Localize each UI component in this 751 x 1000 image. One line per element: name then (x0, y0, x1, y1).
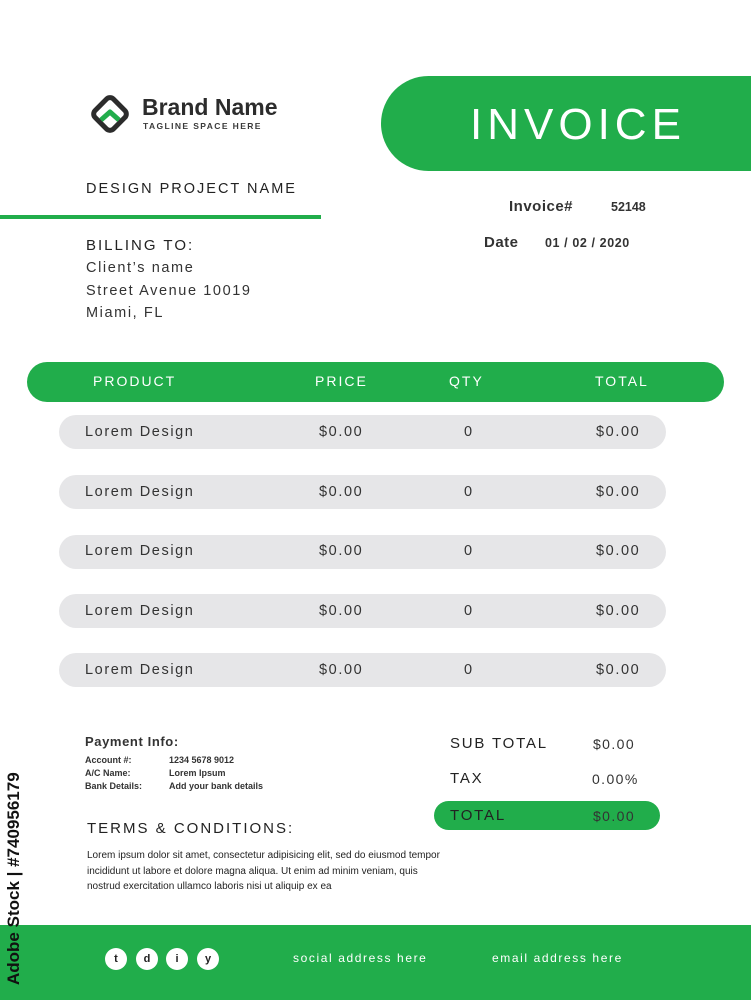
invoice-title: INVOICE (470, 100, 686, 149)
social-address[interactable]: social address here (293, 951, 428, 965)
subtotal-value: $0.00 (593, 736, 636, 752)
row-product: Lorem Design (85, 603, 195, 619)
project-divider (0, 215, 321, 219)
payment-ac-name-label: A/C Name: (85, 768, 131, 778)
terms-text: Lorem ipsum dolor sit amet, consectetur adipisicing elit, sed do eiusmod tempor incididunt ut labore et dolore magna aliqua. Ut enim ad minim veniam, quis nostrud exercitation ullamco laboris nisi ut aliquip ex ea (87, 850, 440, 892)
total-label: TOTAL (450, 807, 506, 824)
row-product: Lorem Design (85, 543, 195, 559)
row-price: $0.00 (319, 484, 364, 500)
row-qty: 0 (464, 543, 474, 559)
brand-tagline: TAGLINE SPACE HERE (143, 121, 262, 131)
payment-bank-value: Add your bank details (169, 781, 264, 791)
invoice-number-label: Invoice# (509, 198, 574, 215)
row-price: $0.00 (319, 662, 364, 678)
row-price: $0.00 (319, 543, 364, 559)
row-qty: 0 (464, 484, 474, 500)
instagram-icon[interactable]: i (166, 948, 188, 970)
project-name: DESIGN PROJECT NAME (86, 181, 297, 197)
payment-account-label: Account #: (85, 755, 132, 765)
invoice-number: 52148 (611, 200, 646, 214)
row-product: Lorem Design (85, 424, 195, 440)
row-price: $0.00 (319, 603, 364, 619)
terms-title: TERMS & CONDITIONS: (87, 820, 295, 837)
twitter-icon[interactable]: t (105, 948, 127, 970)
youtube-icon[interactable]: y (197, 948, 219, 970)
payment-info-title: Payment Info: (85, 734, 179, 749)
row-total: $0.00 (596, 662, 641, 678)
brand-name: Brand Name (142, 94, 278, 120)
row-qty: 0 (464, 603, 474, 619)
column-header-qty: QTY (449, 373, 484, 389)
total-value: $0.00 (593, 808, 636, 824)
brand-logo-icon (88, 92, 132, 136)
column-header-price: PRICE (315, 373, 368, 389)
row-qty: 0 (464, 662, 474, 678)
invoice-date: 01 / 02 / 2020 (545, 236, 630, 250)
row-product: Lorem Design (85, 484, 195, 500)
billing-street: Street Avenue 10019 (86, 283, 252, 299)
tax-value: 0.00% (592, 771, 639, 787)
row-total: $0.00 (596, 603, 641, 619)
row-total: $0.00 (596, 424, 641, 440)
payment-account-value: 1234 5678 9012 (169, 755, 235, 765)
payment-bank-label: Bank Details: (85, 781, 143, 791)
billing-city: Miami, FL (86, 305, 165, 321)
invoice-date-label: Date (484, 234, 519, 251)
payment-ac-name-value: Lorem Ipsum (169, 768, 226, 778)
billing-label: BILLING TO: (86, 237, 195, 254)
row-qty: 0 (464, 424, 474, 440)
email-address[interactable]: email address here (492, 951, 623, 965)
row-product: Lorem Design (85, 662, 195, 678)
tax-label: TAX (450, 770, 484, 787)
stock-id-text: Adobe Stock | #740956179 (4, 772, 23, 985)
column-header-total: TOTAL (595, 373, 649, 389)
column-header-product: PRODUCT (93, 373, 177, 389)
billing-client-name: Client’s name (86, 260, 195, 276)
row-total: $0.00 (596, 543, 641, 559)
subtotal-label: SUB TOTAL (450, 735, 548, 752)
dribbble-icon[interactable]: d (136, 948, 158, 970)
row-price: $0.00 (319, 424, 364, 440)
row-total: $0.00 (596, 484, 641, 500)
